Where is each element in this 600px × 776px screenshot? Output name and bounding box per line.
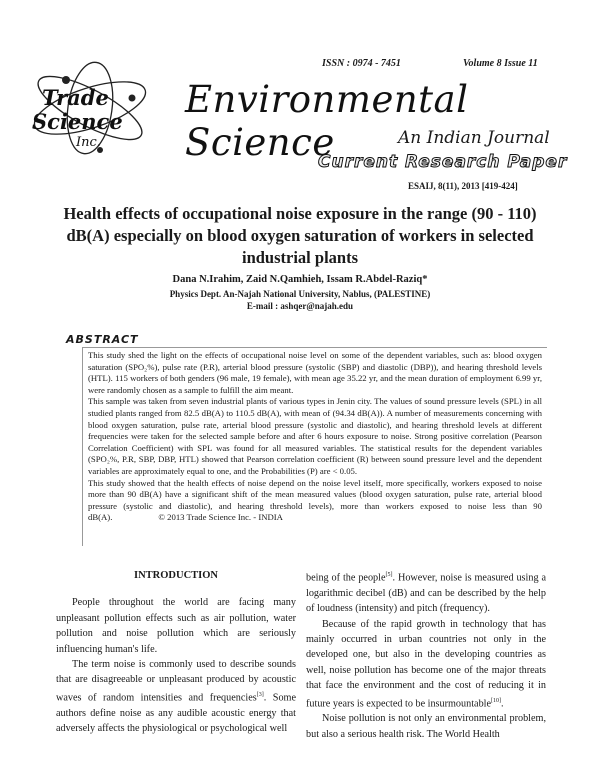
body-paragraph bbox=[306, 617, 546, 712]
body-paragraph: Noise pollution is not only an environmental problem, but also a serious health risk. The World Health bbox=[306, 713, 546, 740]
body-column-right bbox=[306, 568, 546, 742]
abstract-paragraph: This sample was taken from seven industrial plants of various types in Jenin city. The values of sound pressure levels (SPL) in all studied plants ranged from 82.5 dB(A) to 110.5 dB(A), with mean of (94.34 dB(A)). A number of measurements concerning with blood oxygen saturation, pulse rate, arterial blood pressure (systolic and diastolic), and hearing threshold levels at different frequencies were taken for the selected sample before and after 6 hours exposure to noise. Strong positive correlation (Pearson Correlation Coefficient) with SPL was found for all measured variables. The statistical results for the dependent variables (SPO₂%, P.R, SBP, DBP, HTL) showed that Pearson correlation coefficient (R) between sound pressure level and the dependent variables are approximately equal to one, and the Probabilities (P) are < 0.05. bbox=[88, 396, 542, 476]
journal-title: Environmental Science bbox=[185, 78, 469, 164]
svg-text:Trade: Trade bbox=[42, 85, 109, 110]
section-heading-introduction: INTRODUCTION bbox=[133, 570, 218, 581]
citation-label: ESAIJ, 8(11), 2013 [419-424] bbox=[408, 181, 518, 191]
body-text: being of the people bbox=[306, 572, 386, 584]
author-list: Dana N.Irahim, Zaid N.Qamhieh, Issam R.Abdel-Raziq* bbox=[172, 274, 428, 285]
body-paragraph: People throughout the world are facing many unpleasant pollution effects such as air pollution, water pollution and noise pollution which are seriously influencing human's life. bbox=[56, 597, 296, 655]
svg-text:Inc.: Inc. bbox=[76, 135, 101, 150]
journal-subtitle: An Indian Journal bbox=[398, 128, 550, 148]
citation-ref[interactable]: [3] bbox=[256, 691, 264, 698]
publisher-logo bbox=[28, 58, 158, 158]
body-text: . bbox=[501, 698, 504, 710]
abstract-paragraph bbox=[88, 478, 542, 524]
abstract-paragraph: This study shed the light on the effects of occupational noise level on some of the dependent variables, such as: blood oxygen saturation (SPO₂%), pulse rate (P.R), arterial blood pressure (systolic (SBP) and diastolic (DBP)), and hearing threshold levels (HTL). 115 workers of both genders (96 male, 19 female), with mean age 35.22 yr, and the mean duration of employment 6.99 yr, were randomly chosen as a sample to fulfill the aim meant. bbox=[88, 350, 542, 395]
abstract-body bbox=[88, 350, 542, 524]
body-paragraph bbox=[306, 568, 546, 617]
issn-label: ISSN : 0974 - 7451 bbox=[322, 58, 401, 69]
body-text: . However, noise is measured using a logarithmic decibel (dB) and can be described by the help of loudness (intensity) and pitch (frequency). bbox=[306, 572, 546, 615]
abstract-heading: ABSTRACT bbox=[66, 333, 139, 346]
svg-text:Science: Science bbox=[32, 109, 123, 134]
copyright-notice: © 2013 Trade Science Inc. - INDIA bbox=[158, 512, 283, 523]
email-contact: E-mail : ashqer@najah.edu bbox=[246, 301, 354, 311]
citation-ref[interactable]: [5] bbox=[385, 572, 393, 578]
body-text: Because of the rapid growth in technology that has mainly occurred in urban countries not only in the developed one, but also in the developing countries as well, noise pollution has become one of the major threats that face the environment and the cost of reducing it in future years is expected to be insurmountable bbox=[306, 618, 546, 710]
affiliation: Physics Dept. An-Najah National University, Nablus, (PALESTINE) bbox=[169, 289, 431, 299]
volume-label: Volume 8 Issue 11 bbox=[463, 58, 538, 69]
body-column-left bbox=[56, 568, 296, 736]
body-text: The term noise is commonly used to describe sounds that are disagreeable or unpleasant produced by acoustic waves of random intensities and frequencies bbox=[56, 659, 296, 704]
atom-logo-icon bbox=[28, 58, 158, 158]
article-title: Health effects of occupational noise exposure in the range (90 - 110) dB(A) especially on blood oxygen saturation of workers in selected industrial plants bbox=[63, 204, 537, 267]
body-text: . Some authors define noise as any audible acoustic energy that adversely affects the physiological or psychological well bbox=[56, 692, 296, 735]
abstract-paragraph-text: This study showed that the health effects of noise depend on the noise level itself, more specifically, workers exposed to noise more than 90 dB(A) have a significant shift of the mean measured values (blood oxygen saturation, pulse rate, arterial blood pressure (systolic and diastolic), and hearing threshold levels), more than workers exposed to noise less than 90 dB(A). bbox=[88, 477, 542, 523]
body-paragraph bbox=[56, 657, 296, 736]
paper-type-label: Current Research Paper bbox=[318, 152, 568, 172]
citation-ref[interactable]: [10] bbox=[491, 697, 502, 704]
